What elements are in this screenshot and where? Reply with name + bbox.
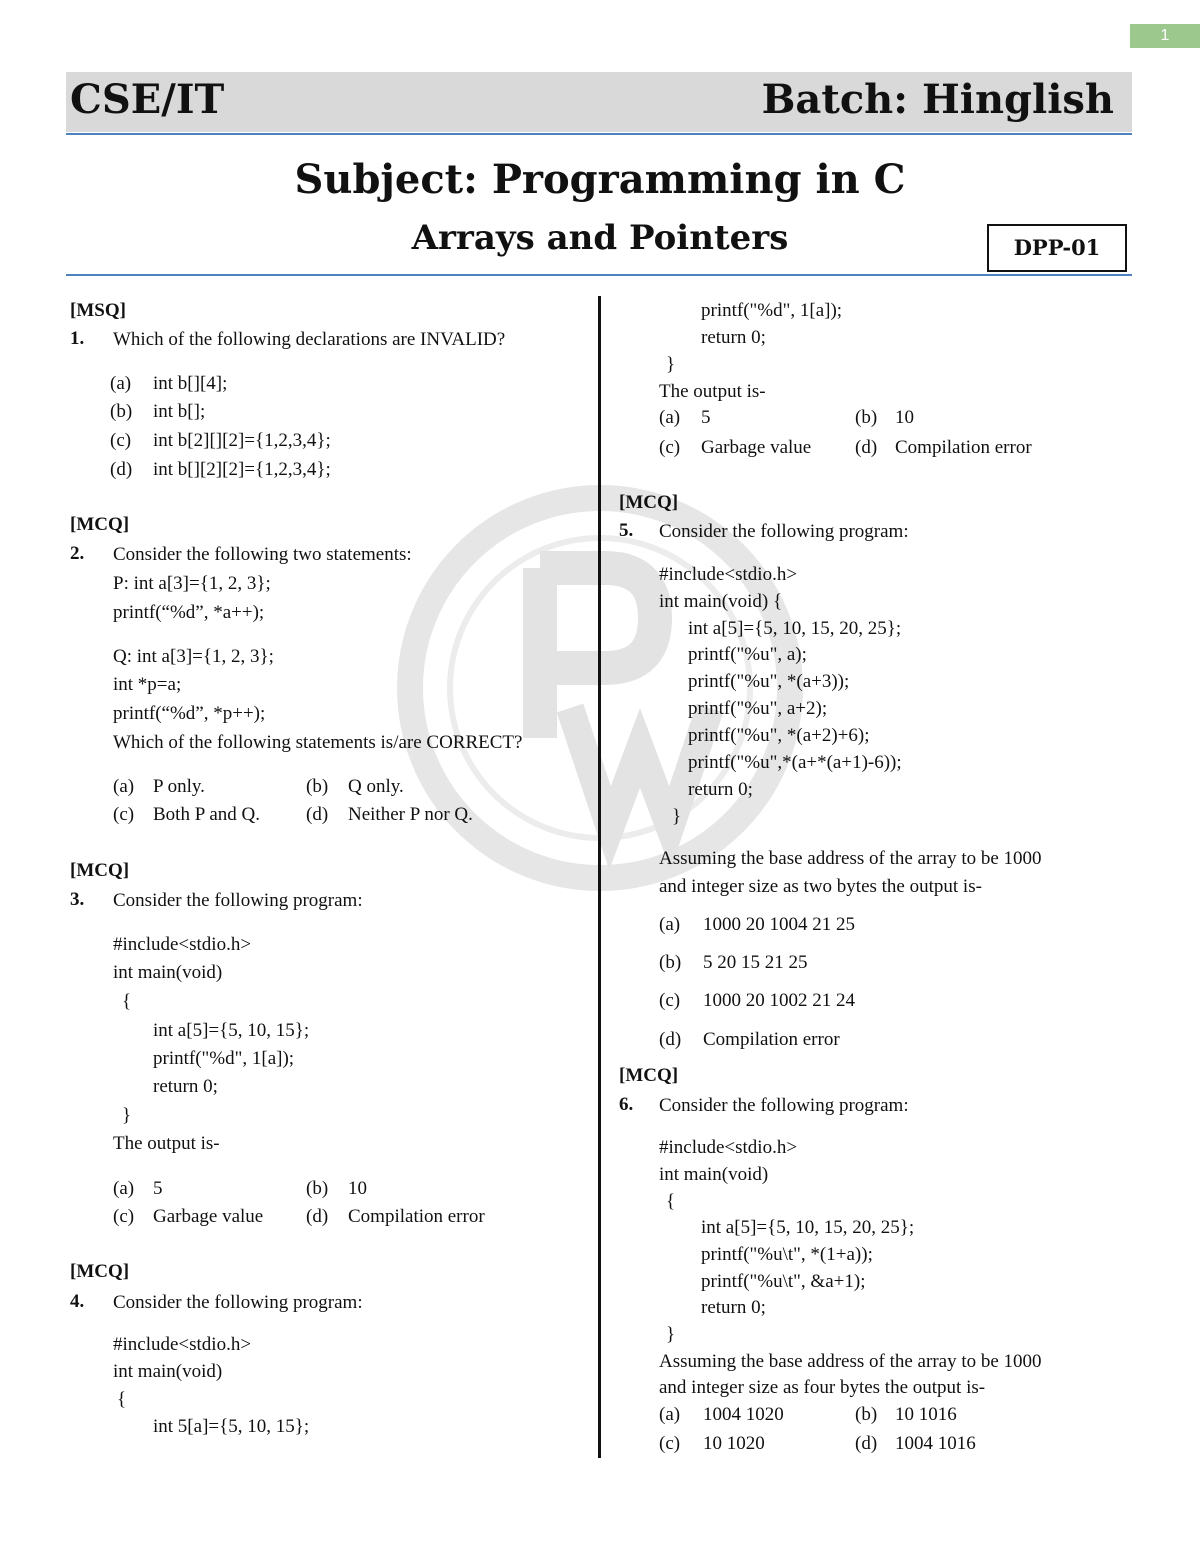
header-bar	[66, 72, 1132, 132]
q1-number: 1.	[70, 328, 85, 349]
q4-opt-c: Garbage value	[701, 437, 812, 458]
q5-text: Consider the following program:	[659, 521, 909, 542]
q3-type: [MCQ]	[70, 860, 130, 881]
q1-opt-b: int b[];	[153, 401, 206, 422]
q6-code-line: return 0;	[701, 1297, 766, 1318]
q5-number: 5.	[619, 520, 634, 541]
q6-opt-c: 10 1020	[703, 1433, 765, 1454]
q2-line: Which of the following statements is/are CORRECT?	[113, 732, 523, 753]
q2-number: 2.	[70, 543, 85, 564]
q4-text: Consider the following program:	[113, 1292, 363, 1313]
q3-opt-d: Compilation error	[348, 1206, 485, 1227]
q6-opt-a-label: (a)	[659, 1404, 681, 1425]
q2-opt-c: Both P and Q.	[153, 804, 260, 825]
q3-after: The output is-	[113, 1133, 220, 1154]
q4-after: The output is-	[659, 381, 766, 402]
q5-opt-a-label: (a)	[659, 914, 681, 935]
q5-code-line: int main(void) {	[659, 591, 783, 612]
batch-label: Batch: Hinglish	[761, 76, 1114, 123]
q4-number: 4.	[70, 1291, 85, 1312]
q5-code-line: printf("%u", a);	[688, 644, 807, 665]
q4-code-line: }	[666, 354, 676, 375]
q4-type: [MCQ]	[70, 1261, 130, 1282]
q4-code-line: printf("%d", 1[a]);	[701, 300, 843, 321]
column-divider	[598, 296, 601, 1458]
q6-after2: and integer size as four bytes the output is-	[659, 1377, 986, 1398]
q1-opt-d: int b[][2][2]={1,2,3,4};	[153, 459, 331, 480]
q6-opt-b: 10 1016	[895, 1404, 957, 1425]
q3-code-line: return 0;	[153, 1076, 218, 1097]
q1-opt-c: int b[2][][2]={1,2,3,4};	[153, 430, 331, 451]
q5-code-line: return 0;	[688, 779, 753, 800]
q6-number: 6.	[619, 1094, 634, 1115]
q2-opt-a-label: (a)	[113, 776, 135, 797]
q6-type: [MCQ]	[619, 1065, 679, 1086]
page-number: 1	[1130, 24, 1200, 48]
q6-code-line: printf("%u\t", *(1+a));	[701, 1244, 873, 1265]
q3-opt-b-label: (b)	[306, 1178, 329, 1199]
q3-opt-c: Garbage value	[153, 1206, 264, 1227]
q4-code-line: int main(void)	[113, 1361, 223, 1382]
q5-code-line: int a[5]={5, 10, 15, 20, 25};	[688, 618, 902, 639]
q6-opt-d: 1004 1016	[895, 1433, 976, 1454]
q5-opt-b-label: (b)	[659, 952, 682, 973]
q2-opt-b-label: (b)	[306, 776, 329, 797]
q3-number: 3.	[70, 889, 85, 910]
q4-opt-a-label: (a)	[659, 407, 681, 428]
q3-code-line: int a[5]={5, 10, 15};	[153, 1020, 310, 1041]
q5-code-line: }	[672, 806, 682, 827]
q2-line: printf(“%d”, *a++);	[113, 602, 265, 623]
q3-code-line: printf("%d", 1[a]);	[153, 1048, 295, 1069]
q1-type: [MSQ]	[70, 300, 126, 321]
q3-text: Consider the following program:	[113, 890, 363, 911]
topic-title: Arrays and Pointers	[411, 218, 789, 258]
q2-line: int *p=a;	[113, 674, 182, 695]
course-label: CSE/IT	[70, 76, 225, 123]
q6-code-line: {	[666, 1191, 676, 1212]
q2-opt-b: Q only.	[348, 776, 404, 797]
q4-opt-c-label: (c)	[659, 437, 681, 458]
q6-opt-c-label: (c)	[659, 1433, 681, 1454]
q4-code-line: return 0;	[701, 327, 766, 348]
q3-opt-c-label: (c)	[113, 1206, 135, 1227]
q6-code-line: printf("%u\t", &a+1);	[701, 1271, 866, 1292]
q3-opt-b: 10	[348, 1178, 367, 1199]
q5-type: [MCQ]	[619, 492, 679, 513]
q5-opt-b: 5 20 15 21 25	[703, 952, 808, 973]
q3-code-line: }	[122, 1105, 132, 1126]
q6-code-line: int a[5]={5, 10, 15, 20, 25};	[701, 1217, 915, 1238]
q6-text: Consider the following program:	[659, 1095, 909, 1116]
q3-code-line: int main(void)	[113, 962, 223, 983]
q5-opt-d-label: (d)	[659, 1029, 682, 1050]
q5-opt-c-label: (c)	[659, 990, 681, 1011]
q6-code-line: #include<stdio.h>	[659, 1137, 798, 1158]
q3-opt-a-label: (a)	[113, 1178, 135, 1199]
q2-opt-d-label: (d)	[306, 804, 329, 825]
q4-opt-b: 10	[895, 407, 914, 428]
q2-opt-d: Neither P nor Q.	[348, 804, 473, 825]
q2-opt-c-label: (c)	[113, 804, 135, 825]
q5-code-line: printf("%u", *(a+3));	[688, 671, 850, 692]
q5-code-line: #include<stdio.h>	[659, 564, 798, 585]
q4-opt-b-label: (b)	[855, 407, 878, 428]
q5-after2: and integer size as two bytes the output is-	[659, 876, 982, 897]
q6-code-line: int main(void)	[659, 1164, 769, 1185]
q4-opt-a: 5	[701, 407, 711, 428]
q1-opt-a-label: (a)	[110, 373, 132, 394]
q3-code-line: #include<stdio.h>	[113, 934, 252, 955]
q1-opt-c-label: (c)	[110, 430, 132, 451]
q1-opt-b-label: (b)	[110, 401, 133, 422]
header-rule	[66, 133, 1132, 135]
subject-title: Subject: Programming in C	[294, 156, 906, 203]
title-rule	[66, 274, 1132, 276]
q6-opt-a: 1004 1020	[703, 1404, 784, 1425]
q5-code-line: printf("%u",*(a+*(a+1)-6));	[688, 752, 902, 773]
q2-line: P: int a[3]={1, 2, 3};	[113, 573, 271, 594]
q5-opt-c: 1000 20 1002 21 24	[703, 990, 855, 1011]
q2-line: printf(“%d”, *p++);	[113, 703, 266, 724]
q4-opt-d: Compilation error	[895, 437, 1032, 458]
q5-after1: Assuming the base address of the array to be 1000	[659, 848, 1042, 869]
q4-opt-d-label: (d)	[855, 437, 878, 458]
q2-line: Q: int a[3]={1, 2, 3};	[113, 646, 274, 667]
q5-opt-a: 1000 20 1004 21 25	[703, 914, 855, 935]
q2-text: Consider the following two statements:	[113, 544, 412, 565]
q3-code-line: {	[122, 991, 132, 1012]
q1-opt-a: int b[][4];	[153, 373, 228, 394]
q3-opt-d-label: (d)	[306, 1206, 329, 1227]
q1-opt-d-label: (d)	[110, 459, 133, 480]
q4-code-line: {	[117, 1389, 127, 1410]
q2-type: [MCQ]	[70, 514, 130, 535]
q6-opt-d-label: (d)	[855, 1433, 878, 1454]
q6-opt-b-label: (b)	[855, 1404, 878, 1425]
q3-opt-a: 5	[153, 1178, 163, 1199]
q1-text: Which of the following declarations are INVALID?	[113, 329, 506, 350]
q4-code-line: #include<stdio.h>	[113, 1334, 252, 1355]
q5-opt-d: Compilation error	[703, 1029, 840, 1050]
dpp-badge: DPP-01	[987, 224, 1127, 272]
q6-after1: Assuming the base address of the array to be 1000	[659, 1351, 1042, 1372]
q5-code-line: printf("%u", a+2);	[688, 698, 828, 719]
q6-code-line: }	[666, 1324, 676, 1345]
q2-opt-a: P only.	[153, 776, 205, 797]
q5-code-line: printf("%u", *(a+2)+6);	[688, 725, 870, 746]
q4-code-line: int 5[a]={5, 10, 15};	[153, 1416, 310, 1437]
